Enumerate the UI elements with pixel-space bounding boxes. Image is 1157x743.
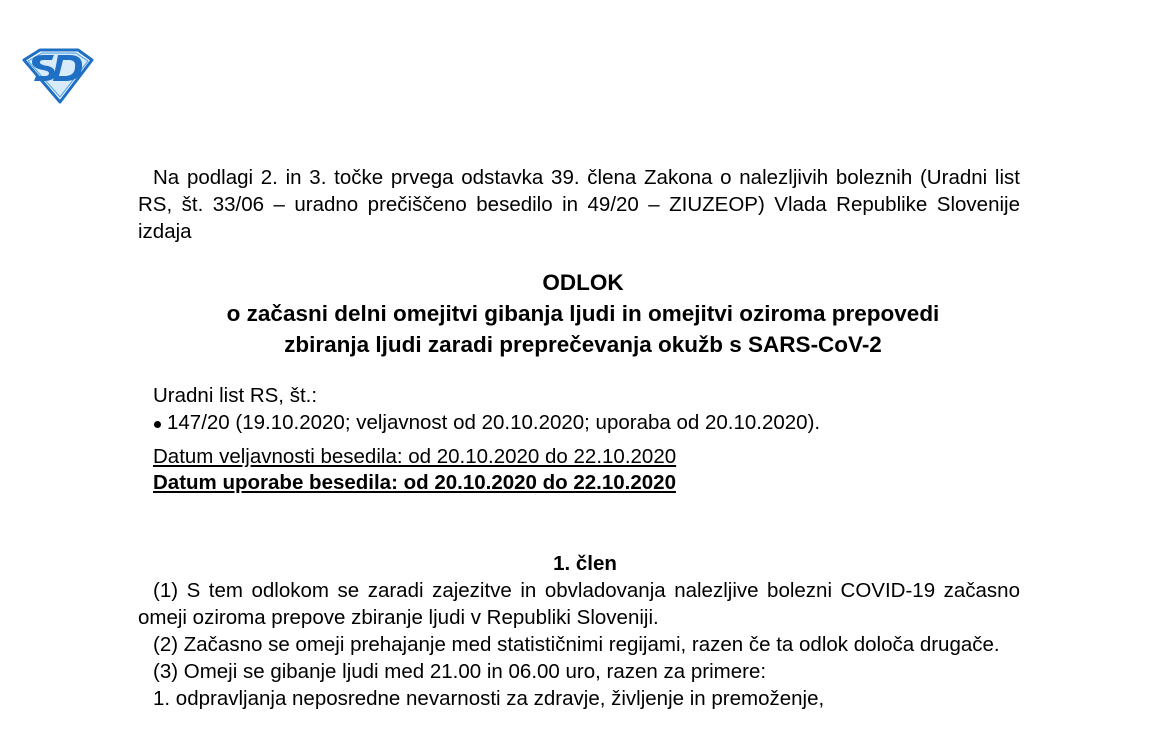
validity-dates [138, 444, 1020, 496]
article-paragraph: (3) Omeji se gibanje ljudi med 21.00 in 06.00 uro, razen za primere: [153, 660, 767, 683]
gazette-item: 147/20 (19.10.2020; veljavnost od 20.10.2020; uporaba od 20.10.2020). [153, 409, 1020, 436]
gazette-label: Uradni list RS, št.: [153, 384, 318, 407]
use-date: Datum uporabe besedila: od 20.10.2020 do 22.10.2020 [153, 471, 676, 494]
gazette-list [153, 409, 1020, 436]
title-line-3: zbiranja ljudi zaradi preprečevanja okužb s SARS-CoV-2 [284, 332, 882, 357]
article-paragraph: (2) Začasno se omeji prehajanje med statističnimi regijami, razen če ta odlok določa drugače. [153, 633, 1000, 656]
gazette-info [138, 382, 1020, 436]
article-title: 1. člen [553, 552, 617, 575]
title-line-1: ODLOK [542, 270, 624, 295]
sd-shield-logo-icon [20, 46, 96, 106]
document-page [138, 164, 1020, 712]
validity-date: Datum veljavnosti besedila: od 20.10.2020 do 22.10.2020 [153, 445, 677, 468]
document-title [146, 267, 1020, 360]
title-line-2: o začasni delni omejitvi gibanja ljudi in omejitvi oziroma prepovedi [226, 301, 940, 326]
article-paragraph: 1. odpravljanja neposredne nevarnosti za zdravje, življenje in premoženje, [153, 687, 825, 710]
article-paragraph: (1) S tem odlokom se zaradi zajezitve in obvladovanja nalezljive bolezni COVID-19 začasno omeji oziroma prepove zbiranje ljudi v Republiki Sloveniji. [138, 579, 1020, 629]
preamble: Na podlagi 2. in 3. točke prvega odstavka 39. člena Zakona o nalezljivih boleznih (Uradni list RS, št. 33/06 – uradno prečiščeno besedilo in 49/20 – ZIUZEOP) Vlada Republike Slovenije izdaja [138, 166, 1020, 243]
